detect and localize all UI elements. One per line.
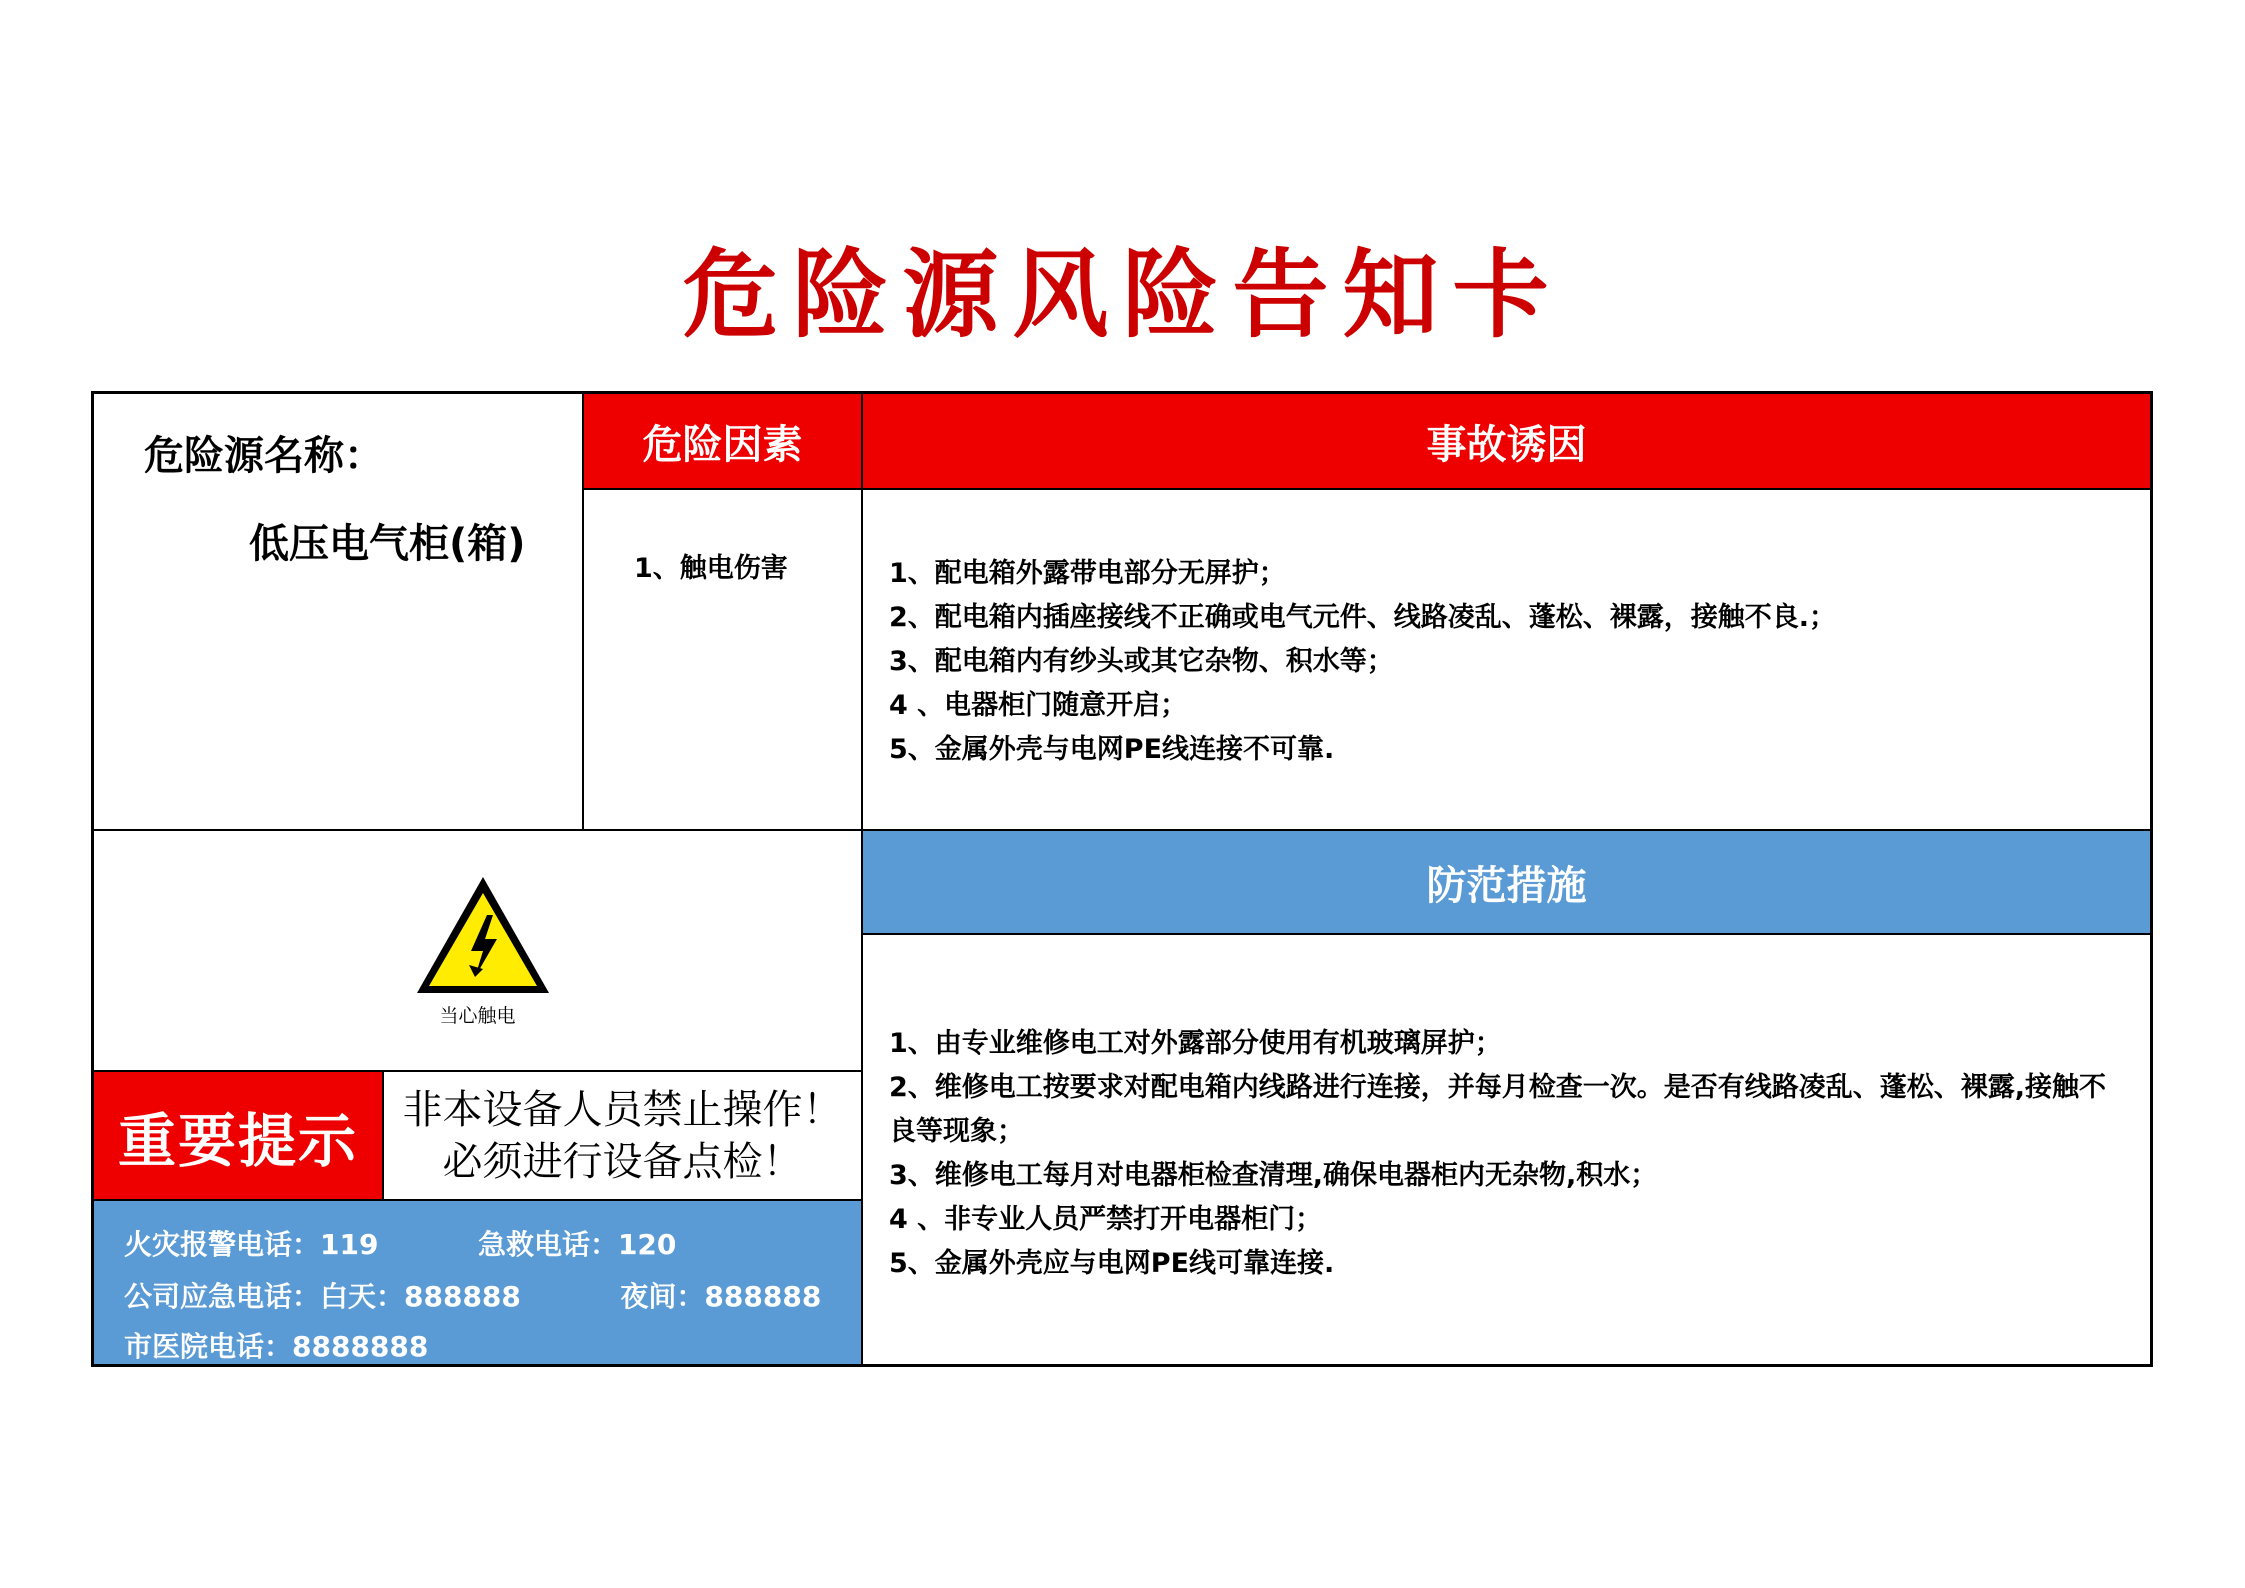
risk-factor-header: 危险因素: [584, 394, 863, 490]
page-title: 危险源风险告知卡: [682, 239, 1563, 351]
notice-line: 非本设备人员禁止操作！: [402, 1086, 843, 1133]
list-item: 2、配电箱内插座接线不正确或电气元件、线路凌乱、蓬松、裸露，接触不良.；: [889, 602, 1837, 633]
company-night-phone: 夜间：888888: [620, 1280, 822, 1313]
list-item: 5、金属外壳与电网PE线连接不可靠.: [889, 734, 1335, 765]
warning-sign-cell: [94, 831, 863, 1072]
electric-shock-warning-icon: [413, 873, 553, 998]
accident-causes-header: 事故诱因: [863, 394, 2150, 490]
risk-factor-cell: [584, 490, 863, 831]
important-notice-text: [384, 1072, 863, 1201]
list-item: 3、配电箱内有纱头或其它杂物、积水等；: [889, 646, 1394, 677]
important-notice-label: 重要提示: [94, 1072, 384, 1201]
accident-causes-list: [889, 552, 2130, 772]
prevention-cell: [863, 935, 2150, 1364]
list-item: 2、维修电工按要求对配电箱内线路进行连接，并每月检查一次。是否有线路凌乱、蓬松、裸露,接触不良等现象；: [889, 1072, 2107, 1147]
list-item: 3、维修电工每月对电器柜检查清理,确保电器柜内无杂物,积水；: [889, 1160, 1658, 1191]
list-item: 5、金属外壳应与电网PE线可靠连接.: [889, 1248, 1335, 1279]
hazard-name-cell: [94, 394, 584, 831]
hazard-name-value: 低压电气柜(箱): [249, 521, 526, 567]
risk-card: [91, 391, 2153, 1367]
prevention-header: 防范措施: [863, 831, 2150, 935]
list-item: 4 、非专业人员严禁打开电器柜门；: [889, 1204, 1323, 1235]
hazard-name-label: 危险源名称：: [144, 433, 384, 479]
fire-phone: 火灾报警电话：119: [124, 1228, 379, 1261]
company-day-phone: 公司应急电话：白天：888888: [124, 1280, 521, 1313]
notice-line: 必须进行设备点检！: [442, 1138, 803, 1185]
risk-factor-item: 1、触电伤害: [634, 553, 788, 584]
emergency-contacts: [94, 1201, 863, 1364]
ambulance-phone: 急救电话：120: [477, 1228, 677, 1261]
warning-sign-label: 当心触电: [439, 1005, 516, 1027]
list-item: 1、由专业维修电工对外露部分使用有机玻璃屏护；: [889, 1028, 1502, 1059]
list-item: 1、配电箱外露带电部分无屏护；: [889, 558, 1286, 589]
hospital-phone: 市医院电话：8888888: [124, 1330, 429, 1363]
list-item: 4 、电器柜门随意开启；: [889, 690, 1188, 721]
prevention-list: [889, 1022, 2130, 1286]
accident-causes-cell: [863, 490, 2150, 831]
